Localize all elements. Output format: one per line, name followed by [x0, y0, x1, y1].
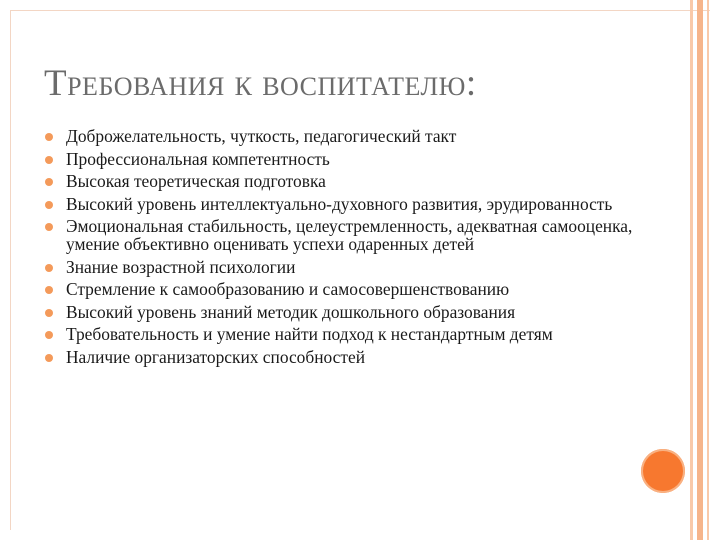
bullet-icon	[45, 309, 53, 317]
bullet-icon	[45, 264, 53, 272]
list-item	[44, 128, 689, 146]
decor-stripe	[697, 0, 703, 540]
bullet-text: Высокая теоретическая подготовка	[66, 171, 326, 192]
list-item	[44, 256, 689, 277]
bullet-text: Требовательность и умение найти подход к нестандартным детям	[66, 324, 553, 345]
list-item	[44, 326, 689, 344]
bullet-icon	[45, 201, 53, 209]
list-item	[44, 281, 689, 299]
bullet-list	[44, 128, 689, 372]
bullet-icon	[45, 133, 53, 141]
decor-stripe	[690, 0, 693, 540]
list-item	[44, 301, 689, 322]
list-item	[44, 193, 689, 214]
list-item	[44, 346, 689, 367]
bullet-text: Эмоциональная стабильность, целеустремленность, адекватная самооценка, умение объективно оценивать успехи одаренных детей	[66, 216, 633, 254]
list-item	[44, 148, 689, 169]
bullet-text: Наличие организаторских способностей	[66, 346, 366, 367]
bullet-text: Высокий уровень знаний методик дошкольного образования	[66, 301, 516, 322]
bullet-icon	[45, 354, 53, 362]
list-item	[44, 173, 689, 191]
bullet-text: Знание возрастной психологии	[66, 256, 296, 277]
bullet-text: Профессиональная компетентность	[66, 148, 330, 169]
bullet-icon	[45, 178, 53, 186]
list-item	[44, 218, 689, 253]
bullet-text: Стремление к самообразованию и самосовершенствованию	[66, 279, 510, 300]
bullet-icon	[45, 286, 53, 294]
slide-title: Требования к воспитателю:	[44, 63, 477, 104]
bullet-text: Высокий уровень интеллектуально-духовного развития, эрудированность	[66, 193, 613, 214]
decor-circle-icon	[641, 449, 685, 493]
bullet-text: Доброжелательность, чуткость, педагогический такт	[66, 126, 457, 146]
bullet-icon	[45, 223, 53, 231]
bullet-icon	[45, 156, 53, 164]
bullet-icon	[45, 331, 53, 339]
decor-stripe	[707, 0, 709, 540]
